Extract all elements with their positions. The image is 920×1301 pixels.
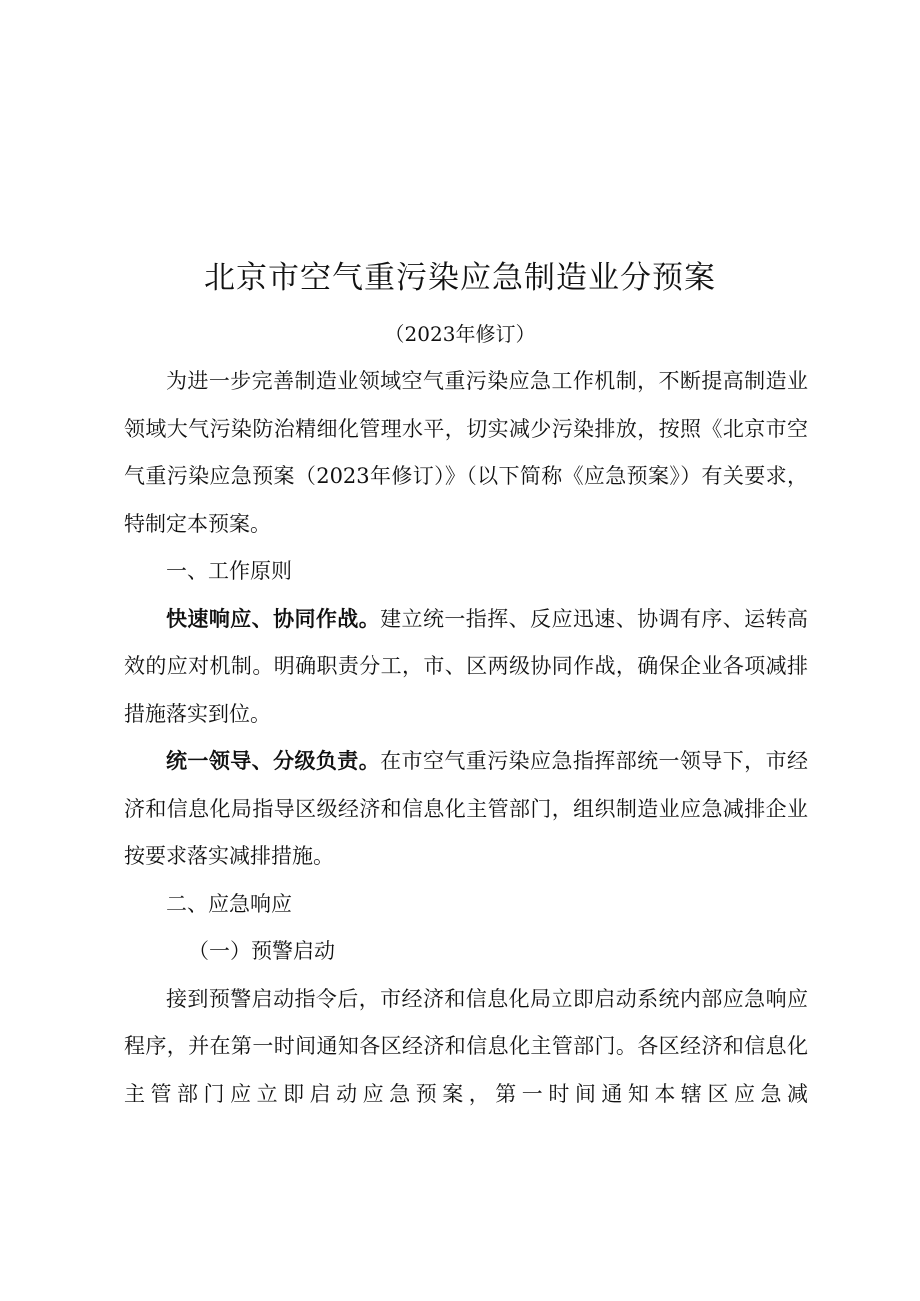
section-heading-principles: 一、工作原则 bbox=[166, 559, 292, 583]
warning-paragraph: 接到预警启动指令后，市经济和信息化局立即启动系统内部应急响应程序，并在第一时间通知各区经济和信息化主管部门。各区经济和信息化主管部门应立即启动应急预案，第一时间通知本辖区应急减 bbox=[124, 986, 808, 1106]
document-subtitle: （2023年修订） bbox=[384, 322, 536, 346]
document-title: 北京市空气重污染应急制造业分预案 bbox=[204, 260, 716, 296]
principle-paragraph-2 bbox=[124, 738, 808, 881]
intro-paragraph: 为进一步完善制造业领域空气重污染应急工作机制，不断提高制造业领域大气污染防治精细化管理水平，切实减少污染排放，按照《北京市空气重污染应急预案（2023年修订）》（以下简称《应急预案》）有关要求，特制定本预案。 bbox=[124, 369, 808, 536]
document-body bbox=[124, 358, 808, 1118]
principle-text-2: 在市空气重污染应急指挥部统一领导下，市经济和信息化局指导区级经济和信息化主管部门，组织制造业应急减排企业按要求落实减排措施。 bbox=[124, 749, 809, 868]
principle-text-1: 建立统一指挥、反应迅速、协调有序、运转高效的应对机制。明确职责分工，市、区两级协同作战，确保企业各项减排措施落实到位。 bbox=[124, 606, 809, 726]
section-heading-response: 二、应急响应 bbox=[166, 891, 292, 916]
subsection-heading-warning: （一）预警启动 bbox=[188, 939, 335, 963]
principle-title-2: 统一领导、分级负责。 bbox=[166, 749, 381, 773]
principle-title-1: 快速响应、协同作战。 bbox=[166, 606, 381, 631]
principle-paragraph-1 bbox=[124, 596, 808, 739]
